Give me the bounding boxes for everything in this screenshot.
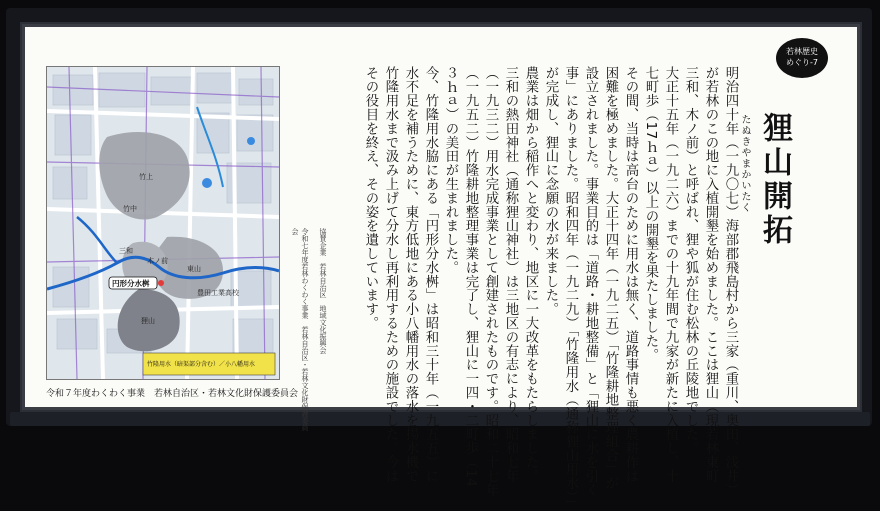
body-line: ３ｈａ）の美田が生まれました。 xyxy=(443,66,458,275)
page-title: 狸山開拓 xyxy=(757,112,792,248)
credits-left: 協賛企業 若林自治区 地域文化振興会 xyxy=(319,228,327,354)
map-graphic xyxy=(47,67,279,379)
map-label-kinomae: 木ノ前 xyxy=(147,257,168,265)
bunsuimasu-marker xyxy=(158,280,164,286)
map-label-sanwa: 三和 xyxy=(119,247,133,255)
body-line: 困難を極めました。大正十四年（一九二五）「竹隆耕地整理組合」が xyxy=(603,66,618,491)
map-legend-text: 竹隆用水（暗渠部分含む）／小八幡用水 xyxy=(147,361,256,368)
body-line: （一九五二）竹隆耕地整理事業は完了し、狸山に一四・二町歩（14 xyxy=(463,66,478,488)
area-map xyxy=(46,66,280,380)
map-label-takeue: 竹上 xyxy=(139,173,153,181)
body-line: が完成し、狸山に念願の水が来ました。 xyxy=(543,66,558,317)
map-label-bunsuimasu: 円形分水桝 xyxy=(112,279,150,288)
map-label-school: 豊田工業高校 xyxy=(197,289,239,297)
footer-caption: 令和７年度わくわく事業 若林自治区・若林文化財保護委員会 xyxy=(46,389,299,399)
body-line: 三和の熱田神社（通称狸山神社）は三地区の有志により、昭和七年 xyxy=(503,66,518,483)
map-label-tanukiyama: 狸山 xyxy=(141,317,155,325)
body-line: その間、当時は高台のために用水は無く、道路事情も悪く農耕作は xyxy=(623,66,638,483)
body-line: 事」にありました。昭和四年（一九二九）「竹隆用水（通称狸山用水）」 xyxy=(563,66,578,511)
sign-base xyxy=(10,412,870,426)
body-line: 農業は畑から稲作へと変わり、地区に一大改革をもたらしました。 xyxy=(523,66,538,483)
body-line: 今、竹隆用水脇にある「円形分水桝」は昭和三十年（一九五五）に xyxy=(423,66,438,483)
body-line: が若林のこの地に入植開墾を始めました。ここは狸山（現若林東町 xyxy=(703,66,718,483)
series-badge: 若林歴史 めぐり-7 xyxy=(776,38,828,78)
body-line: （一九三二）用水完成事業として創建されたものです。昭和二十七年 xyxy=(483,66,498,497)
body-line: 水不足を補うために、東方低地にある小八幡用水の落水を揚水機で xyxy=(403,66,418,483)
map-label-takenaka: 竹中 xyxy=(123,205,137,213)
body-line: 七町歩（17ｈａ）以上の開墾を果たしました。 xyxy=(643,66,658,363)
title-reading: たぬきやまかいたく xyxy=(739,114,750,213)
credits-right: 令和七年度若林わくわく事業 若林自治区・若林文化財保護委員会 xyxy=(291,228,309,431)
body-line: 大正十五年（一九二六）までの十九年間で九家が新たに入植し、十 xyxy=(663,66,678,483)
body-line: 竹隆用水まで汲み上げて分水し再利用するための施設でした。今は xyxy=(383,66,398,483)
body-line: 設立されました。事業目的は「道路・耕地整備」と「狸山に水を引く xyxy=(583,66,598,497)
body-line: 三和、木ノ前）と呼ばれ、狸や狐が住む松林の丘陵地でした。 xyxy=(683,66,698,456)
map-label-higashiyama: 東山 xyxy=(187,265,201,273)
body-line: その役目を終え、その姿を遺しています。 xyxy=(363,66,378,331)
body-line: 明治四十年（一九〇七）海部郡飛島村から三家（重川、奥田、浅井） xyxy=(723,66,738,497)
